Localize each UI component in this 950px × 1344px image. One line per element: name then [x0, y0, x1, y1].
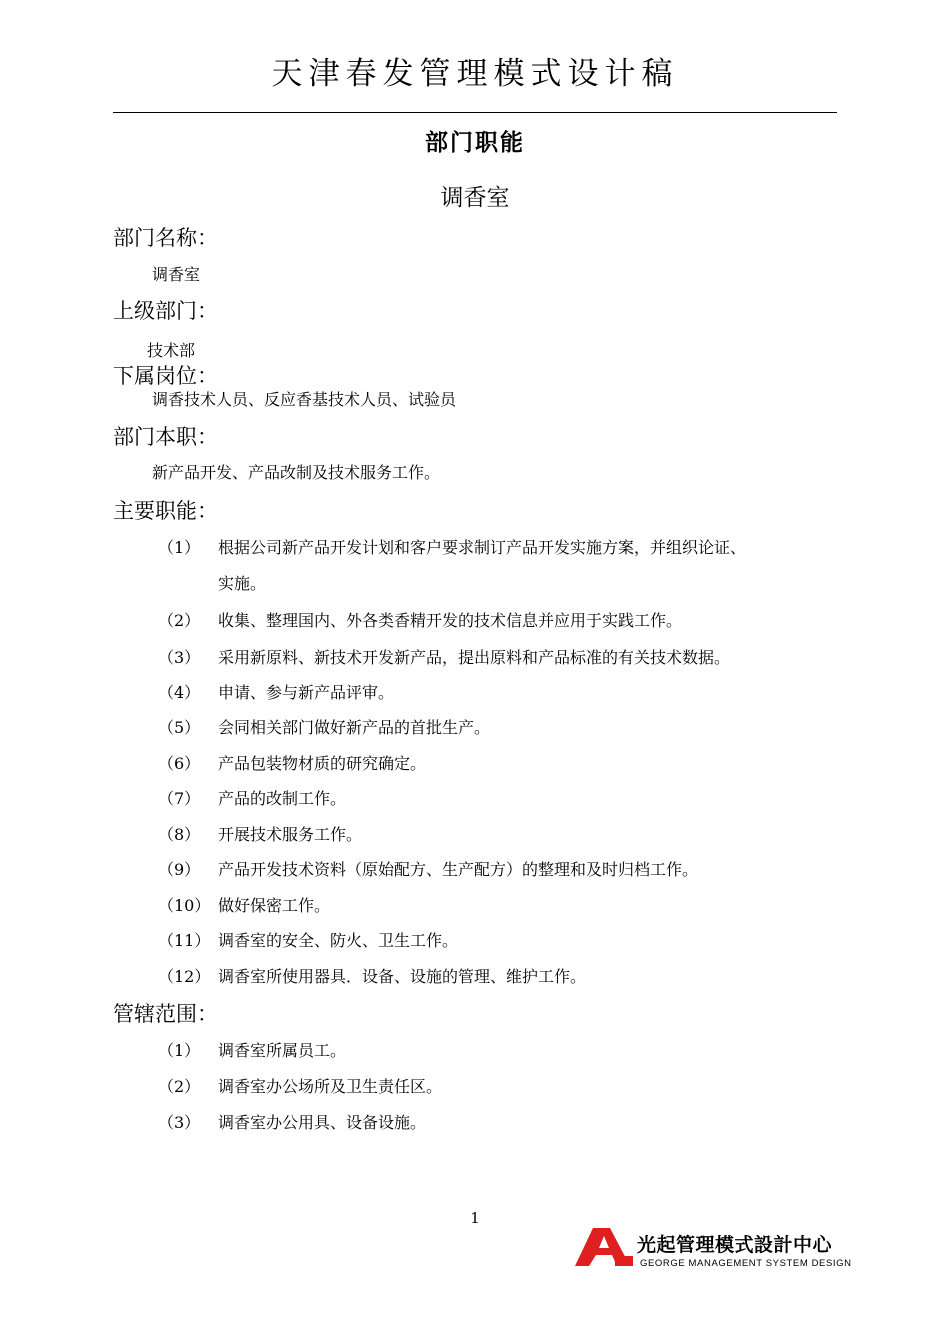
duty-label: 部门本职： — [113, 425, 218, 449]
list-item-number: （3） — [158, 648, 201, 667]
list-item-text: 产品的改制工作。 — [218, 789, 347, 808]
list-item-text: 采用新原料、新技术开发新产品，提出原料和产品标准的有关技术数据。 — [218, 648, 731, 667]
list-item-text: 调香室所使用器具．设备、设施的管理、维护工作。 — [218, 967, 587, 986]
dept-name-label: 部门名称： — [113, 226, 218, 250]
list-item-number: （9） — [158, 860, 201, 879]
list-item-number: （6） — [158, 754, 201, 773]
list-item-number: （2） — [158, 1077, 201, 1096]
list-item-text: 产品开发技术资料（原始配方、生产配方）的整理和及时归档工作。 — [218, 860, 699, 879]
list-item-number: （5） — [158, 718, 201, 737]
list-item-text: 根据公司新产品开发计划和客户要求制订产品开发实施方案，并组织论证、 — [218, 538, 747, 557]
list-item-number: （8） — [158, 825, 201, 844]
list-item-text: 申请、参与新产品评审。 — [218, 683, 395, 702]
section-title: 部门职能 — [425, 130, 525, 156]
logo-name: 光起管理模式設計中心 — [637, 1234, 833, 1256]
list-item-continuation: 实施。 — [218, 574, 267, 593]
document-title: 天津春发管理模式设计稿 — [271, 56, 679, 92]
list-item-text: 开展技术服务工作。 — [218, 825, 363, 844]
list-item-text: 会同相关部门做好新产品的首批生产。 — [218, 718, 491, 737]
list-item-text: 调香室所属员工。 — [218, 1041, 347, 1060]
dept-name-value: 调香室 — [152, 265, 201, 284]
superior-label: 上级部门： — [113, 299, 218, 323]
list-item-number: （1） — [158, 538, 201, 557]
list-item-number: （3） — [158, 1113, 201, 1132]
list-item-number: （4） — [158, 683, 201, 702]
list-item-number: （10） — [158, 896, 211, 915]
list-item-number: （2） — [158, 611, 201, 630]
duty-value: 新产品开发、产品改制及技术服务工作。 — [152, 463, 441, 482]
superior-value: 技术部 — [147, 341, 196, 360]
list-item-number: （1） — [158, 1041, 201, 1060]
list-item-text: 做好保密工作。 — [218, 896, 331, 915]
list-item-text: 收集、整理国内、外各类香精开发的技术信息并应用于实践工作。 — [218, 611, 683, 630]
positions-label: 下属岗位： — [113, 364, 218, 388]
header-rule — [113, 112, 837, 113]
list-item-number: （7） — [158, 789, 201, 808]
list-item-number: （12） — [158, 967, 211, 986]
list-item-number: （11） — [158, 931, 211, 950]
list-item-text: 调香室办公用具、设备设施。 — [218, 1113, 427, 1132]
page-number: 1 — [470, 1209, 480, 1227]
list-item-text: 产品包装物材质的研究确定。 — [218, 754, 427, 773]
list-item-text: 调香室办公场所及卫生责任区。 — [218, 1077, 443, 1096]
positions-value: 调香技术人员、反应香基技术人员、试验员 — [152, 390, 457, 409]
logo-subtitle: GEORGE MANAGEMENT SYSTEM DESIGN — [640, 1258, 852, 1269]
functions-label: 主要职能： — [113, 499, 218, 523]
list-item-text: 调香室的安全、防火、卫生工作。 — [218, 931, 459, 950]
department-title: 调香室 — [440, 185, 510, 211]
scope-label: 管辖范围： — [113, 1002, 218, 1026]
